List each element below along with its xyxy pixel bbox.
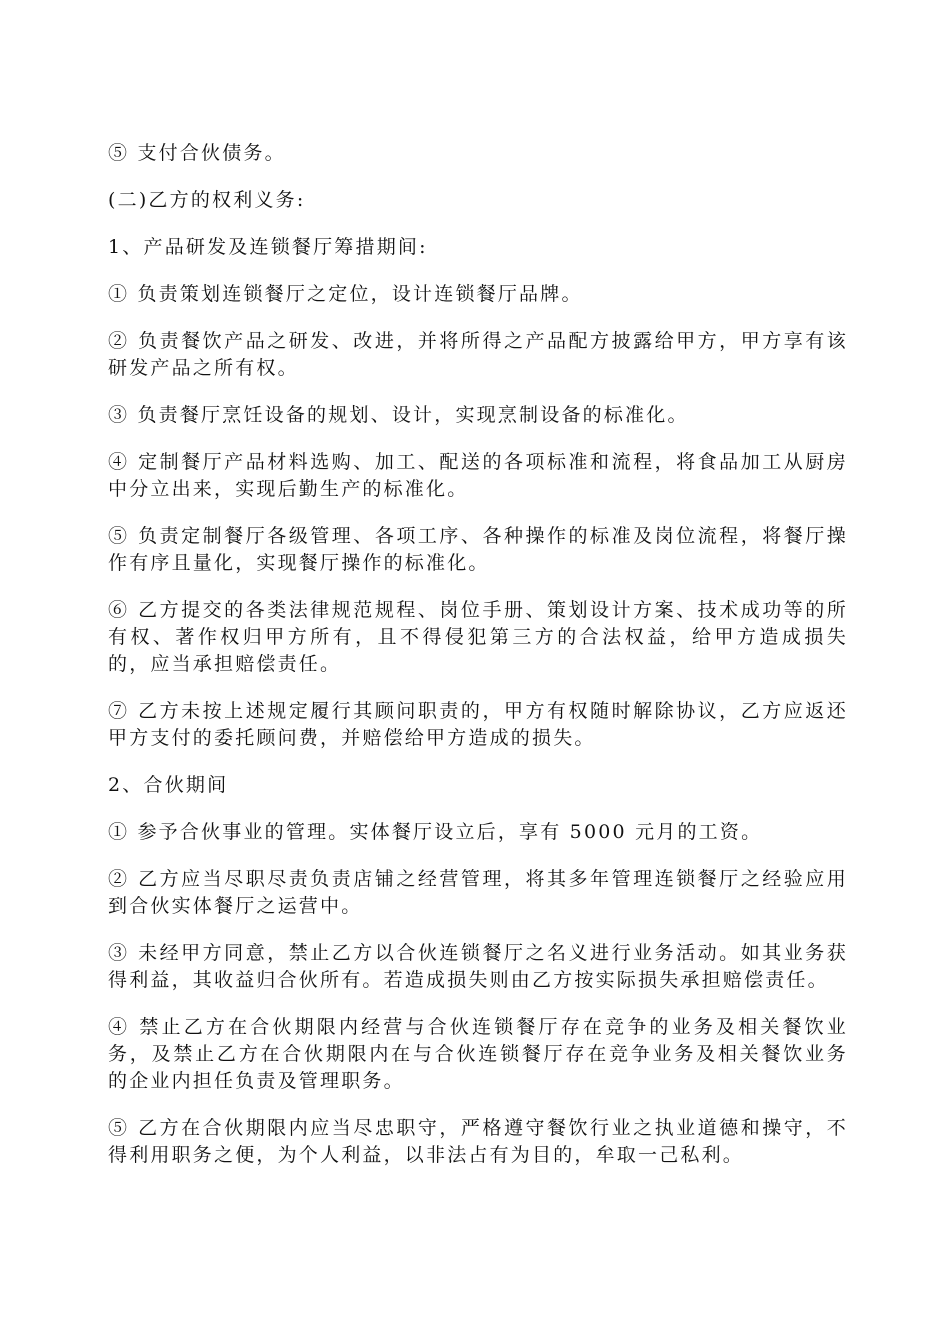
paragraph-item-4: ④ 定制餐厅产品材料选购、加工、配送的各项标准和流程，将食品加工从厨房中分立出来，实现后勤生产的标准化。 [108, 451, 848, 500]
paragraph-pay-debts: ⑤ 支付合伙债务。 [108, 142, 286, 164]
paragraph-partnership-item-1: ① 参予合伙事业的管理。实体餐厅设立后，享有 5000 元月的工资。 [108, 821, 763, 843]
paragraph-partnership-item-4: ④ 禁止乙方在合伙期限内经营与合伙连锁餐厅存在竞争的业务及相关餐饮业务，及禁止乙方在合伙期限内在与合伙连锁餐厅存在竞争业务及相关餐饮业务的企业内担任负责及管理职务。 [108, 1016, 848, 1092]
paragraph-item-6: ⑥ 乙方提交的各类法律规范规程、岗位手册、策划设计方案、技术成功等的所有权、著作权归甲方所有，且不得侵犯第三方的合法权益，给甲方造成损失的，应当承担赔偿责任。 [108, 599, 848, 675]
paragraph-item-5: ⑤ 负责定制餐厅各级管理、各项工序、各种操作的标准及岗位流程，将餐厅操作有序且量化，实现餐厅操作的标准化。 [108, 525, 848, 574]
paragraph-partnership-item-3: ③ 未经甲方同意，禁止乙方以合伙连锁餐厅之名义进行业务活动。如其业务获得利益，其收益归合伙所有。若造成损失则由乙方按实际损失承担赔偿责任。 [108, 942, 848, 991]
paragraph-item-3: ③ 负责餐厅烹饪设备的规划、设计，实现烹制设备的标准化。 [108, 404, 689, 426]
document-body [108, 140, 848, 1189]
paragraph-item-2: ② 负责餐饮产品之研发、改进，并将所得之产品配方披露给甲方，甲方享有该研发产品之所有权。 [108, 330, 848, 379]
paragraph-partnership-item-5: ⑤ 乙方在合伙期限内应当尽忠职守，严格遵守餐饮行业之执业道德和操守，不得利用职务之便，为个人利益，以非法占有为目的，牟取一己私利。 [108, 1117, 848, 1166]
paragraph-partnership-item-2: ② 乙方应当尽职尽责负责店铺之经营管理，将其多年管理连锁餐厅之经验应用到合伙实体餐厅之运营中。 [108, 868, 848, 917]
subheading-development-period: 1、产品研发及连锁餐厅筹措期间: [108, 236, 428, 258]
section-heading-party-b-rights: (二)乙方的权利义务: [108, 189, 306, 211]
paragraph-item-7: ⑦ 乙方未按上述规定履行其顾问职责的，甲方有权随时解除协议，乙方应返还甲方支付的委托顾问费，并赔偿给甲方造成的损失。 [108, 700, 848, 749]
subheading-partnership-period: 2、合伙期间 [108, 774, 229, 796]
paragraph-item-1: ① 负责策划连锁餐厅之定位，设计连锁餐厅品牌。 [108, 283, 583, 305]
